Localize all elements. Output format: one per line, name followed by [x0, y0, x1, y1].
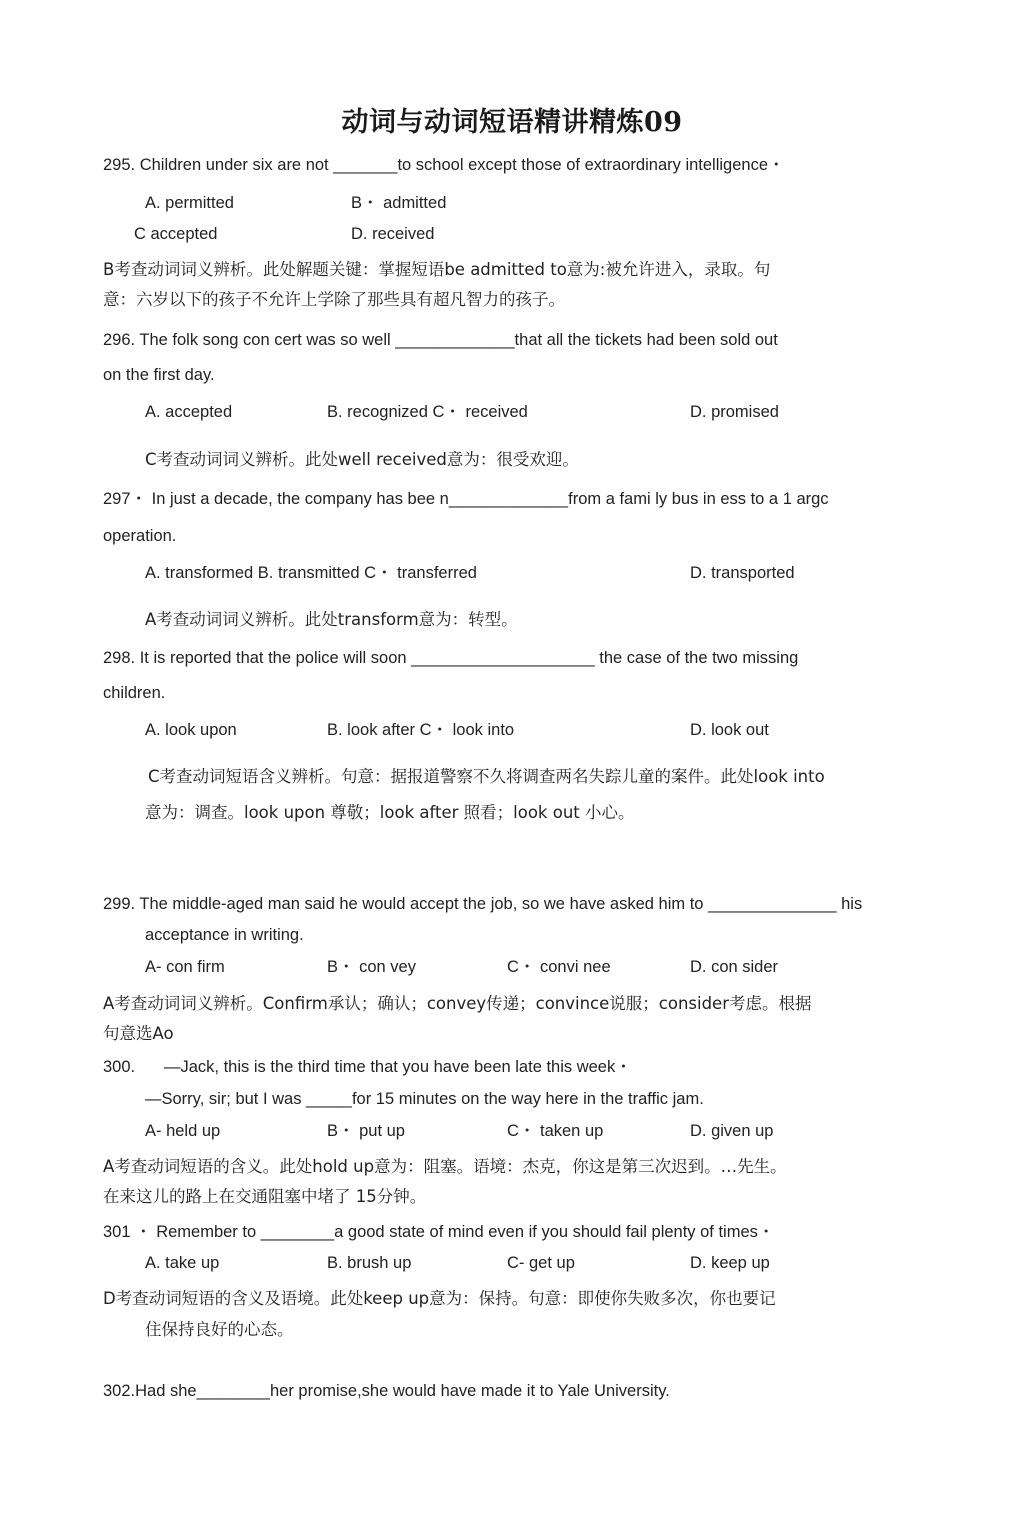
question-300-line2: —Sorry, sir; but I was _____for 15 minutes on the way here in the traffic jam.: [145, 1090, 704, 1108]
question-297-answer: A考查动词词义辨析。此处transform意为：转型。: [145, 610, 518, 629]
question-296-option-bc: B. recognized C・ received: [327, 403, 528, 421]
question-299-option-d: D. con sider: [690, 958, 779, 976]
question-298-answer-line1: C考查动词短语含义辨析。句意：据报道警察不久将调查两名失踪儿童的案件。此处look into: [148, 767, 825, 786]
question-295-option-d: D. received: [351, 225, 435, 243]
question-299-option-c: C・ convi nee: [507, 958, 611, 976]
question-298-answer-line2: 意为：调查。look upon 尊敬；look after 照看；look out 小心。: [145, 803, 635, 822]
question-299-stem-line2: acceptance in writing.: [145, 926, 304, 944]
question-301-option-c: C- get up: [507, 1254, 575, 1272]
question-296-option-a: A. accepted: [145, 403, 233, 421]
question-298-stem-line2: children.: [103, 684, 166, 702]
question-298-option-a: A. look upon: [145, 721, 237, 739]
question-299-stem-line1: 299. The middle-aged man said he would accept the job, so we have asked him to ______________ his: [103, 895, 863, 913]
question-296-stem-line2: on the first day.: [103, 366, 215, 384]
question-298-option-d: D. look out: [690, 721, 769, 739]
question-299-option-a: A- con firm: [145, 958, 225, 976]
question-300-option-d: D. given up: [690, 1122, 774, 1140]
question-300-option-a: A- held up: [145, 1122, 221, 1140]
question-296-option-d: D. promised: [690, 403, 779, 421]
question-295-option-c: C accepted: [134, 225, 218, 243]
question-301-answer-line1: D考查动词短语的含义及语境。此处keep up意为：保持。句意：即使你失败多次，你也要记: [103, 1289, 776, 1308]
question-296-stem-line1: 296. The folk song con cert was so well _____________that all the tickets had been sold out: [103, 331, 778, 349]
question-295-answer-line2: 意：六岁以下的孩子不允许上学除了那些具有超凡智力的孩子。: [103, 290, 565, 309]
question-299-answer-line1: A考查动词词义辨析。Confirm承认；确认；convey传递；convince说服；consider考虑。根据: [103, 994, 812, 1013]
question-302-stem: 302.Had she________her promise,she would have made it to Yale University.: [103, 1382, 670, 1400]
question-300-option-b: B・ put up: [327, 1122, 405, 1140]
question-301-option-a: A. take up: [145, 1254, 220, 1272]
question-301-answer-line2: 住保持良好的心态。: [145, 1320, 294, 1339]
question-298-option-bc: B. look after C・ look into: [327, 721, 515, 739]
question-298-stem-line1: 298. It is reported that the police will soon ____________________ the case of the two missing: [103, 649, 799, 667]
question-299-option-b: B・ con vey: [327, 958, 416, 976]
question-295-option-a: A. permitted: [145, 194, 234, 212]
question-295-answer-line1: B考查动词词义辨析。此处解题关键：掌握短语be admitted to意为:被允许进入，录取。句: [103, 260, 771, 279]
question-297-stem-line2: operation.: [103, 527, 177, 545]
question-297-option-abc: A. transformed B. transmitted C・ transferred: [145, 564, 477, 582]
question-297-stem-line1: 297・ In just a decade, the company has bee n_____________from a fami ly bus in ess to a 1 argc: [103, 490, 829, 508]
question-300-option-c: C・ taken up: [507, 1122, 604, 1140]
page-title: 动词与动词短语精讲精炼09: [341, 107, 683, 138]
question-295-option-b: B・ admitted: [351, 194, 447, 212]
question-300-answer-line2: 在来这儿的路上在交通阻塞中堵了 15分钟。: [103, 1187, 427, 1206]
question-296-answer: C考查动词词义辨析。此处well received意为：很受欢迎。: [145, 450, 579, 469]
question-301-option-b: B. brush up: [327, 1254, 412, 1272]
question-300-answer-line1: A考查动词短语的含义。此处hold up意为：阻塞。语境：杰克，你这是第三次迟到。…先生。: [103, 1157, 787, 1176]
question-301-stem: 301 ・ Remember to ________a good state of mind even if you should fail plenty of times・: [103, 1223, 775, 1241]
question-300-line1: —Jack, this is the third time that you have been late this week・: [164, 1058, 632, 1076]
question-295-stem: 295. Children under six are not _______to school except those of extraordinary intelligence・: [103, 156, 785, 174]
question-301-option-d: D. keep up: [690, 1254, 770, 1272]
question-299-answer-line2: 句意选Ao: [103, 1024, 174, 1043]
question-300-number: 300.: [103, 1058, 136, 1076]
question-297-option-d: D. transported: [690, 564, 795, 582]
